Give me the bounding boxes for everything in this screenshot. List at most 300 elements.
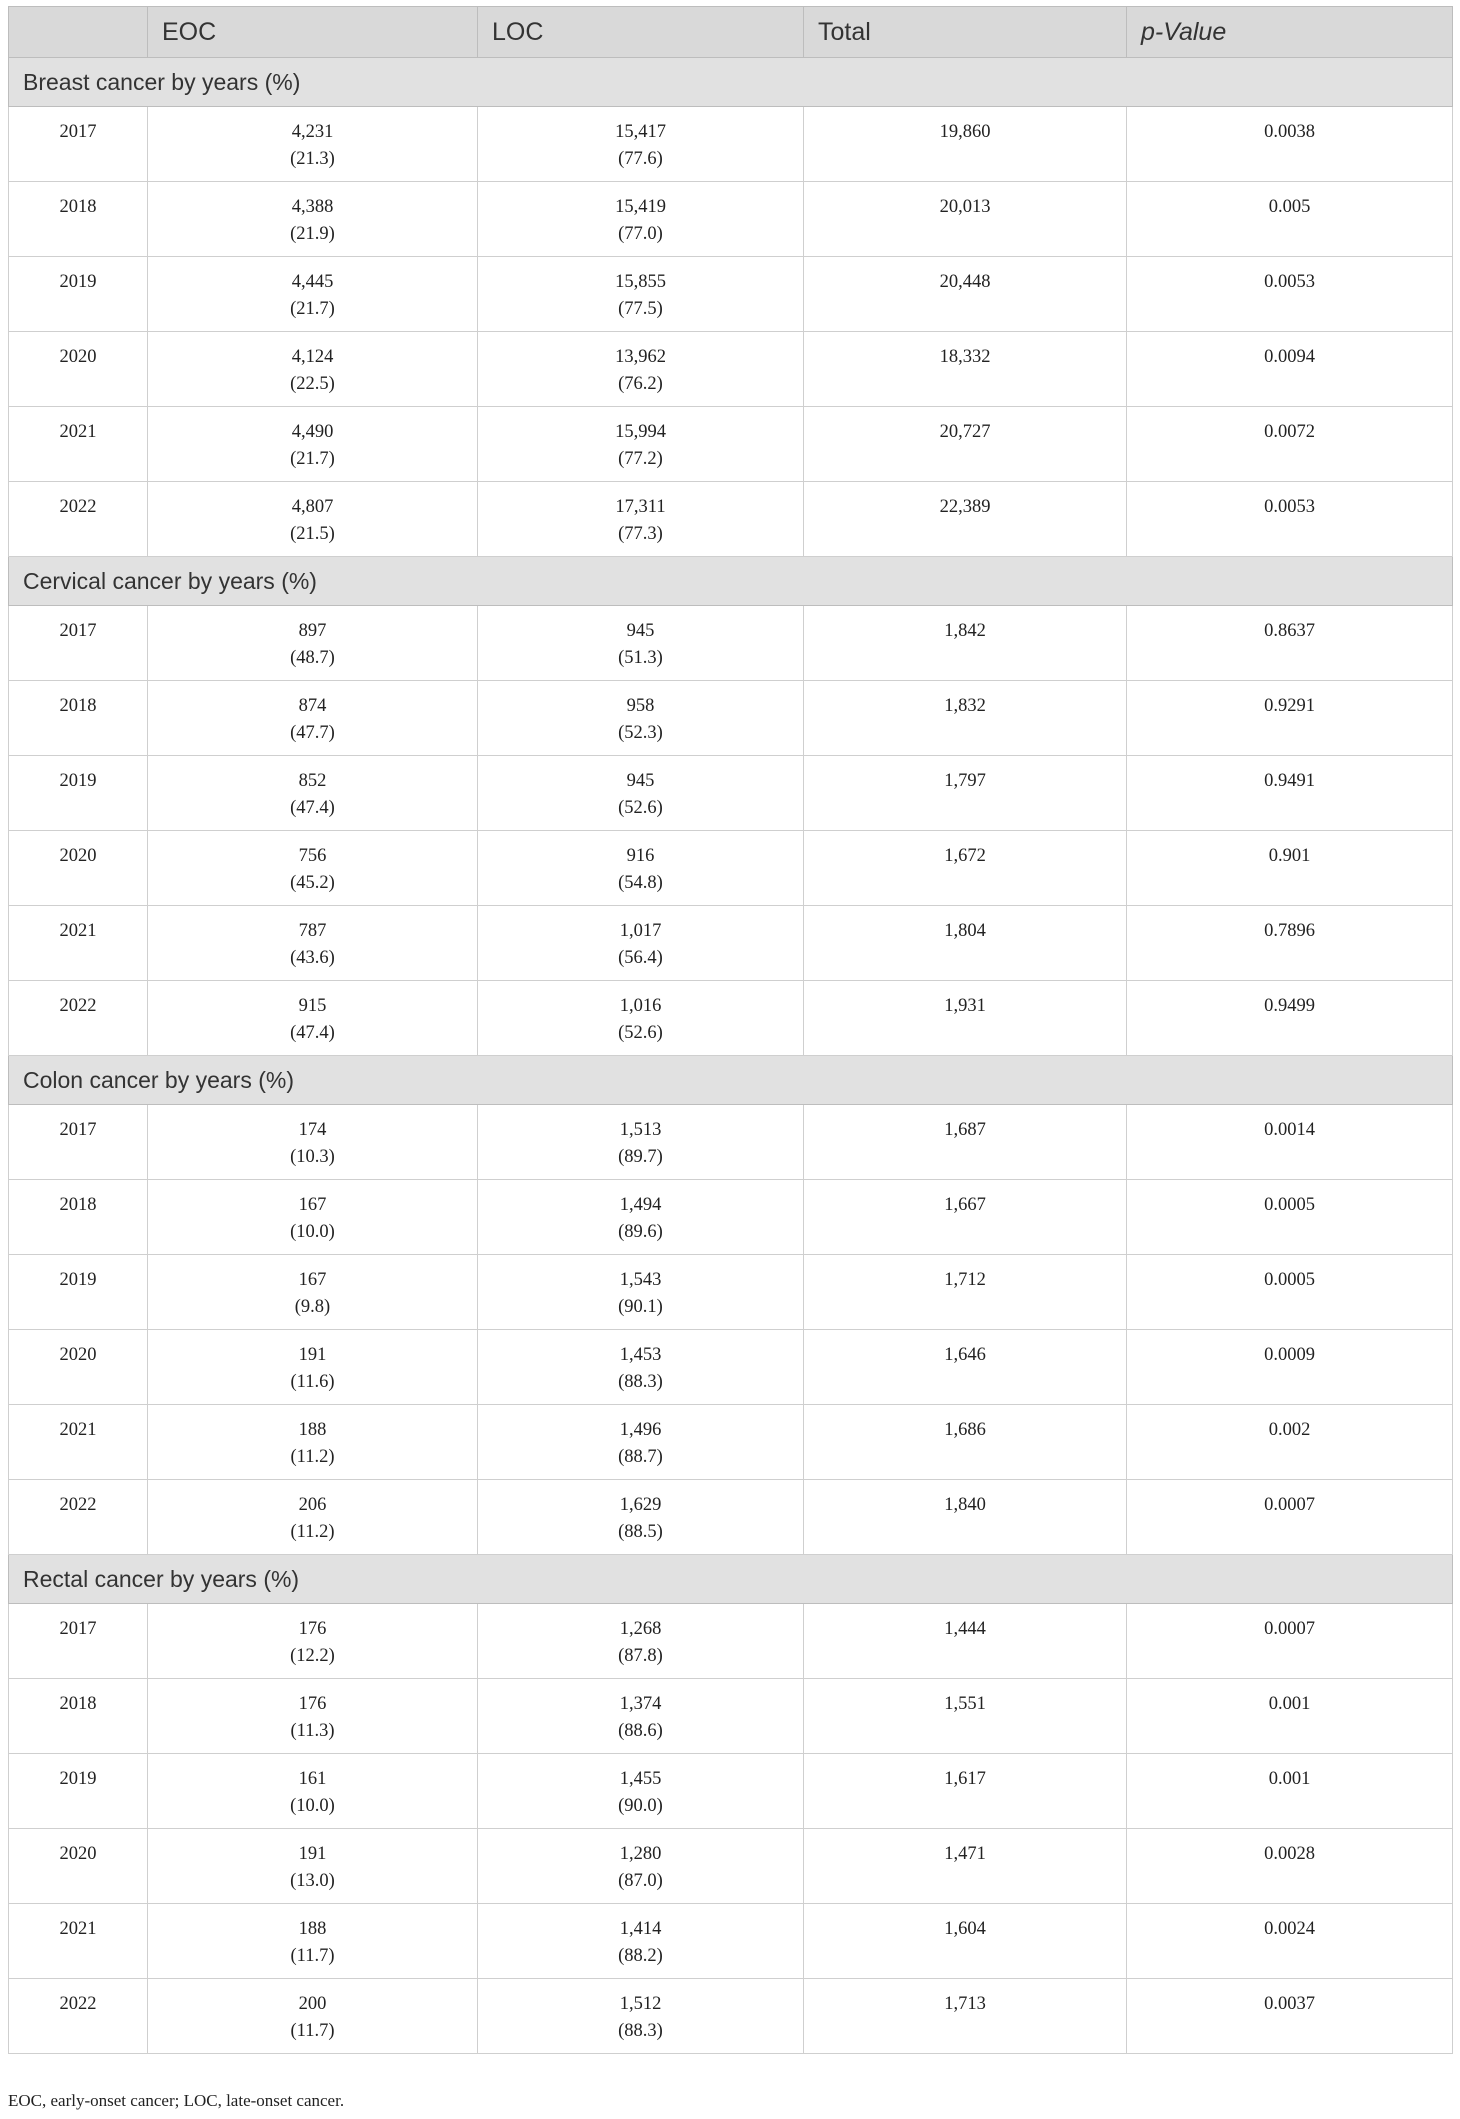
loc-value: 15,417 xyxy=(615,122,666,142)
loc-cell xyxy=(478,831,804,906)
section-title: Colon cancer by years (%) xyxy=(9,1056,1453,1105)
loc-value: 916 xyxy=(626,846,655,866)
total-value: 20,013 xyxy=(939,197,991,217)
table-row xyxy=(9,981,1453,1056)
loc-cell xyxy=(478,182,804,257)
p-value-cell xyxy=(1127,1105,1453,1180)
p-value-cell xyxy=(1127,482,1453,557)
p-value-cell xyxy=(1127,182,1453,257)
total-value: 1,931 xyxy=(944,996,986,1016)
table-row xyxy=(9,1754,1453,1829)
eoc-value: 191 xyxy=(298,1345,327,1365)
eoc-cell xyxy=(148,1405,478,1480)
loc-cell xyxy=(478,1829,804,1904)
eoc-cell xyxy=(148,1979,478,2054)
year-value: 2019 xyxy=(59,771,97,791)
p-value-value: 0.9291 xyxy=(1264,696,1315,716)
p-value-cell xyxy=(1127,332,1453,407)
total-cell xyxy=(804,1829,1127,1904)
year-value: 2018 xyxy=(59,1694,97,1714)
p-value-value: 0.0007 xyxy=(1264,1619,1315,1639)
year-cell xyxy=(9,257,148,332)
loc-cell xyxy=(478,606,804,681)
eoc-cell xyxy=(148,407,478,482)
table-footnote: EOC, early-onset cancer; LOC, late-onset cancer. xyxy=(8,2091,345,2110)
p-value-value: 0.0024 xyxy=(1264,1919,1315,1939)
eoc-value: 167 xyxy=(298,1270,327,1290)
loc-cell xyxy=(478,681,804,756)
table-row xyxy=(9,1904,1453,1979)
p-value-cell xyxy=(1127,1330,1453,1405)
p-value-value: 0.0007 xyxy=(1264,1495,1315,1515)
year-value: 2022 xyxy=(59,996,97,1016)
table-row xyxy=(9,1480,1453,1555)
loc-value: 1,374 xyxy=(619,1694,662,1714)
table-row xyxy=(9,606,1453,681)
loc-percent: (77.2) xyxy=(618,449,663,469)
p-value-value: 0.0094 xyxy=(1264,347,1315,367)
p-value-cell xyxy=(1127,1904,1453,1979)
table-row xyxy=(9,1829,1453,1904)
total-value: 1,832 xyxy=(944,696,986,716)
p-value-value: 0.001 xyxy=(1268,1694,1311,1714)
p-value-cell xyxy=(1127,756,1453,831)
loc-percent: (90.0) xyxy=(618,1796,663,1816)
loc-cell xyxy=(478,1679,804,1754)
eoc-cell xyxy=(148,1480,478,1555)
eoc-value: 167 xyxy=(298,1195,327,1215)
year-cell xyxy=(9,1979,148,2054)
p-value-cell xyxy=(1127,407,1453,482)
total-cell xyxy=(804,482,1127,557)
year-cell xyxy=(9,1330,148,1405)
p-value-cell xyxy=(1127,1979,1453,2054)
loc-cell xyxy=(478,1754,804,1829)
p-value-value: 0.001 xyxy=(1268,1769,1311,1789)
total-cell xyxy=(804,1105,1127,1180)
p-value-value: 0.0053 xyxy=(1264,497,1315,517)
p-value-cell xyxy=(1127,831,1453,906)
loc-percent: (87.0) xyxy=(618,1871,663,1891)
loc-value: 1,455 xyxy=(619,1769,662,1789)
year-cell xyxy=(9,1105,148,1180)
eoc-cell xyxy=(148,107,478,182)
year-cell xyxy=(9,1754,148,1829)
total-cell xyxy=(804,1679,1127,1754)
loc-percent: (54.8) xyxy=(618,873,663,893)
total-value: 1,797 xyxy=(944,771,986,791)
p-value-value: 0.0014 xyxy=(1264,1120,1315,1140)
table-row xyxy=(9,332,1453,407)
eoc-cell xyxy=(148,182,478,257)
header-eoc: EOC xyxy=(148,7,478,58)
year-value: 2018 xyxy=(59,696,97,716)
loc-percent: (51.3) xyxy=(618,648,663,668)
eoc-percent: (43.6) xyxy=(290,948,335,968)
year-cell xyxy=(9,1904,148,1979)
loc-cell xyxy=(478,756,804,831)
loc-value: 15,419 xyxy=(615,197,666,217)
loc-value: 1,414 xyxy=(619,1919,662,1939)
p-value-cell xyxy=(1127,1604,1453,1679)
p-value-value: 0.002 xyxy=(1268,1420,1311,1440)
loc-cell xyxy=(478,981,804,1056)
table-row xyxy=(9,1405,1453,1480)
loc-value: 945 xyxy=(626,771,655,791)
total-cell xyxy=(804,1255,1127,1330)
total-cell xyxy=(804,1480,1127,1555)
eoc-percent: (47.7) xyxy=(290,723,335,743)
year-cell xyxy=(9,1679,148,1754)
year-value: 2021 xyxy=(59,422,97,442)
total-value: 1,444 xyxy=(944,1619,986,1639)
loc-value: 1,017 xyxy=(619,921,662,941)
eoc-cell xyxy=(148,981,478,1056)
loc-percent: (77.0) xyxy=(618,224,663,244)
year-value: 2020 xyxy=(59,846,97,866)
total-cell xyxy=(804,1604,1127,1679)
total-value: 1,804 xyxy=(944,921,986,941)
eoc-percent: (21.5) xyxy=(290,524,335,544)
eoc-value: 874 xyxy=(298,696,327,716)
year-cell xyxy=(9,756,148,831)
year-cell xyxy=(9,1604,148,1679)
table-row xyxy=(9,1979,1453,2054)
p-value-cell xyxy=(1127,1180,1453,1255)
eoc-cell xyxy=(148,831,478,906)
header-year xyxy=(9,7,148,58)
p-value-value: 0.0072 xyxy=(1264,422,1315,442)
loc-value: 1,016 xyxy=(619,996,662,1016)
eoc-percent: (47.4) xyxy=(290,1023,335,1043)
eoc-value: 4,807 xyxy=(291,497,334,517)
eoc-cell xyxy=(148,1105,478,1180)
eoc-cell xyxy=(148,606,478,681)
loc-percent: (88.3) xyxy=(618,2021,663,2041)
total-cell xyxy=(804,606,1127,681)
year-cell xyxy=(9,606,148,681)
section-title: Cervical cancer by years (%) xyxy=(9,557,1453,606)
loc-value: 1,543 xyxy=(619,1270,662,1290)
p-value-cell xyxy=(1127,1679,1453,1754)
total-value: 1,672 xyxy=(944,846,986,866)
section-header-row xyxy=(9,557,1453,606)
loc-cell xyxy=(478,1979,804,2054)
year-cell xyxy=(9,482,148,557)
total-value: 1,687 xyxy=(944,1120,986,1140)
p-value-cell xyxy=(1127,981,1453,1056)
p-value-value: 0.8637 xyxy=(1264,621,1315,641)
loc-cell xyxy=(478,257,804,332)
loc-percent: (56.4) xyxy=(618,948,663,968)
total-cell xyxy=(804,1979,1127,2054)
eoc-percent: (48.7) xyxy=(290,648,335,668)
loc-value: 1,280 xyxy=(619,1844,662,1864)
year-cell xyxy=(9,182,148,257)
year-value: 2019 xyxy=(59,1769,97,1789)
year-value: 2019 xyxy=(59,272,97,292)
year-value: 2017 xyxy=(59,1619,97,1639)
eoc-cell xyxy=(148,332,478,407)
table-row xyxy=(9,107,1453,182)
loc-cell xyxy=(478,906,804,981)
loc-value: 1,512 xyxy=(619,1994,662,2014)
eoc-percent: (11.3) xyxy=(290,1721,335,1741)
eoc-percent: (10.3) xyxy=(290,1147,335,1167)
year-cell xyxy=(9,906,148,981)
loc-percent: (52.6) xyxy=(618,798,663,818)
eoc-percent: (21.7) xyxy=(290,299,335,319)
table-row xyxy=(9,906,1453,981)
eoc-percent: (21.3) xyxy=(290,149,335,169)
eoc-value: 206 xyxy=(298,1495,327,1515)
total-value: 1,617 xyxy=(944,1769,986,1789)
eoc-cell xyxy=(148,1754,478,1829)
eoc-percent: (11.2) xyxy=(290,1522,335,1542)
eoc-cell xyxy=(148,482,478,557)
header-loc: LOC xyxy=(478,7,804,58)
year-value: 2021 xyxy=(59,1919,97,1939)
eoc-value: 4,124 xyxy=(291,347,334,367)
eoc-cell xyxy=(148,681,478,756)
eoc-value: 787 xyxy=(298,921,327,941)
table-row xyxy=(9,1330,1453,1405)
year-cell xyxy=(9,981,148,1056)
p-value-cell xyxy=(1127,107,1453,182)
loc-cell xyxy=(478,1180,804,1255)
year-value: 2020 xyxy=(59,1844,97,1864)
table-row xyxy=(9,257,1453,332)
loc-cell xyxy=(478,107,804,182)
eoc-cell xyxy=(148,906,478,981)
eoc-value: 174 xyxy=(298,1120,327,1140)
total-value: 1,712 xyxy=(944,1270,986,1290)
year-value: 2020 xyxy=(59,347,97,367)
total-value: 1,686 xyxy=(944,1420,986,1440)
loc-value: 1,268 xyxy=(619,1619,662,1639)
eoc-value: 4,231 xyxy=(291,122,334,142)
eoc-cell xyxy=(148,1679,478,1754)
year-value: 2017 xyxy=(59,1120,97,1140)
total-cell xyxy=(804,332,1127,407)
total-value: 20,448 xyxy=(939,272,991,292)
p-value-header-label: p-Value xyxy=(1141,17,1227,46)
p-value-value: 0.901 xyxy=(1268,846,1311,866)
loc-value: 17,311 xyxy=(615,497,666,517)
loc-percent: (88.3) xyxy=(618,1372,663,1392)
year-value: 2022 xyxy=(59,1994,97,2014)
eoc-percent: (21.9) xyxy=(290,224,335,244)
eoc-percent: (11.2) xyxy=(290,1447,335,1467)
year-value: 2022 xyxy=(59,497,97,517)
table-row xyxy=(9,756,1453,831)
loc-value: 958 xyxy=(626,696,655,716)
eoc-value: 915 xyxy=(298,996,327,1016)
eoc-percent: (45.2) xyxy=(290,873,335,893)
section-title: Breast cancer by years (%) xyxy=(9,58,1453,107)
p-value-value: 0.0038 xyxy=(1264,122,1315,142)
eoc-cell xyxy=(148,1604,478,1679)
p-value-cell xyxy=(1127,1829,1453,1904)
loc-percent: (88.7) xyxy=(618,1447,663,1467)
eoc-percent: (11.7) xyxy=(290,2021,335,2041)
eoc-percent: (47.4) xyxy=(290,798,335,818)
loc-value: 15,994 xyxy=(615,422,666,442)
eoc-value: 176 xyxy=(298,1619,327,1639)
p-value-cell xyxy=(1127,1480,1453,1555)
loc-percent: (88.6) xyxy=(618,1721,663,1741)
total-cell xyxy=(804,1180,1127,1255)
year-cell xyxy=(9,1180,148,1255)
total-value: 18,332 xyxy=(939,347,991,367)
eoc-value: 897 xyxy=(298,621,327,641)
eoc-cell xyxy=(148,257,478,332)
table-row xyxy=(9,1105,1453,1180)
header-row xyxy=(9,7,1453,58)
total-cell xyxy=(804,1330,1127,1405)
total-cell xyxy=(804,756,1127,831)
loc-cell xyxy=(478,1330,804,1405)
eoc-percent: (10.0) xyxy=(290,1796,335,1816)
p-value-cell xyxy=(1127,257,1453,332)
p-value-value: 0.0005 xyxy=(1264,1270,1315,1290)
total-cell xyxy=(804,107,1127,182)
year-value: 2017 xyxy=(59,122,97,142)
table-row xyxy=(9,182,1453,257)
total-cell xyxy=(804,1904,1127,1979)
eoc-percent: (11.7) xyxy=(290,1946,335,1966)
table-row xyxy=(9,482,1453,557)
total-value: 19,860 xyxy=(939,122,991,142)
eoc-percent: (10.0) xyxy=(290,1222,335,1242)
year-value: 2018 xyxy=(59,1195,97,1215)
total-cell xyxy=(804,182,1127,257)
loc-percent: (52.6) xyxy=(618,1023,663,1043)
eoc-value: 4,490 xyxy=(291,422,334,442)
eoc-cell xyxy=(148,1829,478,1904)
loc-cell xyxy=(478,1604,804,1679)
eoc-value: 756 xyxy=(298,846,327,866)
total-value: 1,471 xyxy=(944,1844,986,1864)
eoc-cell xyxy=(148,756,478,831)
p-value-value: 0.0009 xyxy=(1264,1345,1315,1365)
p-value-value: 0.0037 xyxy=(1264,1994,1315,2014)
eoc-cell xyxy=(148,1904,478,1979)
total-value: 1,713 xyxy=(944,1994,986,2014)
total-cell xyxy=(804,257,1127,332)
eoc-value: 188 xyxy=(298,1919,327,1939)
year-cell xyxy=(9,332,148,407)
p-value-value: 0.9491 xyxy=(1264,771,1315,791)
loc-cell xyxy=(478,1405,804,1480)
year-value: 2019 xyxy=(59,1270,97,1290)
loc-percent: (77.3) xyxy=(618,524,663,544)
p-value-cell xyxy=(1127,1405,1453,1480)
loc-value: 1,513 xyxy=(619,1120,662,1140)
p-value-cell xyxy=(1127,681,1453,756)
loc-value: 1,453 xyxy=(619,1345,662,1365)
year-value: 2017 xyxy=(59,621,97,641)
p-value-value: 0.7896 xyxy=(1264,921,1315,941)
eoc-percent: (22.5) xyxy=(290,374,335,394)
total-value: 1,604 xyxy=(944,1919,986,1939)
year-cell xyxy=(9,407,148,482)
p-value-value: 0.9499 xyxy=(1264,996,1315,1016)
total-value: 1,646 xyxy=(944,1345,986,1365)
eoc-value: 4,388 xyxy=(291,197,334,217)
year-cell xyxy=(9,1405,148,1480)
total-cell xyxy=(804,681,1127,756)
table-row xyxy=(9,681,1453,756)
total-value: 22,389 xyxy=(939,497,991,517)
year-cell xyxy=(9,1255,148,1330)
table-row xyxy=(9,1180,1453,1255)
loc-percent: (89.7) xyxy=(618,1147,663,1167)
p-value-value: 0.0028 xyxy=(1264,1844,1315,1864)
eoc-value: 200 xyxy=(298,1994,327,2014)
section-header-row xyxy=(9,1555,1453,1604)
p-value-cell xyxy=(1127,606,1453,681)
table-row xyxy=(9,407,1453,482)
total-value: 1,840 xyxy=(944,1495,986,1515)
eoc-percent: (13.0) xyxy=(290,1871,335,1891)
eoc-cell xyxy=(148,1255,478,1330)
eoc-value: 161 xyxy=(298,1769,327,1789)
table-row xyxy=(9,831,1453,906)
loc-cell xyxy=(478,482,804,557)
cancer-incidence-table xyxy=(8,6,1453,2054)
p-value-value: 0.0053 xyxy=(1264,272,1315,292)
total-cell xyxy=(804,1754,1127,1829)
loc-percent: (77.6) xyxy=(618,149,663,169)
loc-value: 1,494 xyxy=(619,1195,662,1215)
total-cell xyxy=(804,831,1127,906)
table-row xyxy=(9,1604,1453,1679)
year-value: 2022 xyxy=(59,1495,97,1515)
table-row xyxy=(9,1255,1453,1330)
eoc-value: 191 xyxy=(298,1844,327,1864)
section-header-row xyxy=(9,58,1453,107)
loc-percent: (88.2) xyxy=(618,1946,663,1966)
total-value: 1,551 xyxy=(944,1694,986,1714)
loc-percent: (76.2) xyxy=(618,374,663,394)
total-cell xyxy=(804,981,1127,1056)
eoc-percent: (11.6) xyxy=(290,1372,335,1392)
loc-percent: (52.3) xyxy=(618,723,663,743)
eoc-value: 852 xyxy=(298,771,327,791)
loc-value: 1,496 xyxy=(619,1420,662,1440)
p-value-cell xyxy=(1127,906,1453,981)
loc-percent: (89.6) xyxy=(618,1222,663,1242)
eoc-cell xyxy=(148,1180,478,1255)
eoc-value: 176 xyxy=(298,1694,327,1714)
eoc-value: 188 xyxy=(298,1420,327,1440)
year-value: 2021 xyxy=(59,921,97,941)
eoc-percent: (21.7) xyxy=(290,449,335,469)
total-cell xyxy=(804,407,1127,482)
eoc-cell xyxy=(148,1330,478,1405)
year-cell xyxy=(9,1480,148,1555)
loc-cell xyxy=(478,332,804,407)
loc-percent: (87.8) xyxy=(618,1646,663,1666)
loc-value: 945 xyxy=(626,621,655,641)
p-value-value: 0.0005 xyxy=(1264,1195,1315,1215)
loc-cell xyxy=(478,1255,804,1330)
year-value: 2020 xyxy=(59,1345,97,1365)
header-p-value xyxy=(1127,7,1453,58)
year-cell xyxy=(9,831,148,906)
section-header-row xyxy=(9,1056,1453,1105)
